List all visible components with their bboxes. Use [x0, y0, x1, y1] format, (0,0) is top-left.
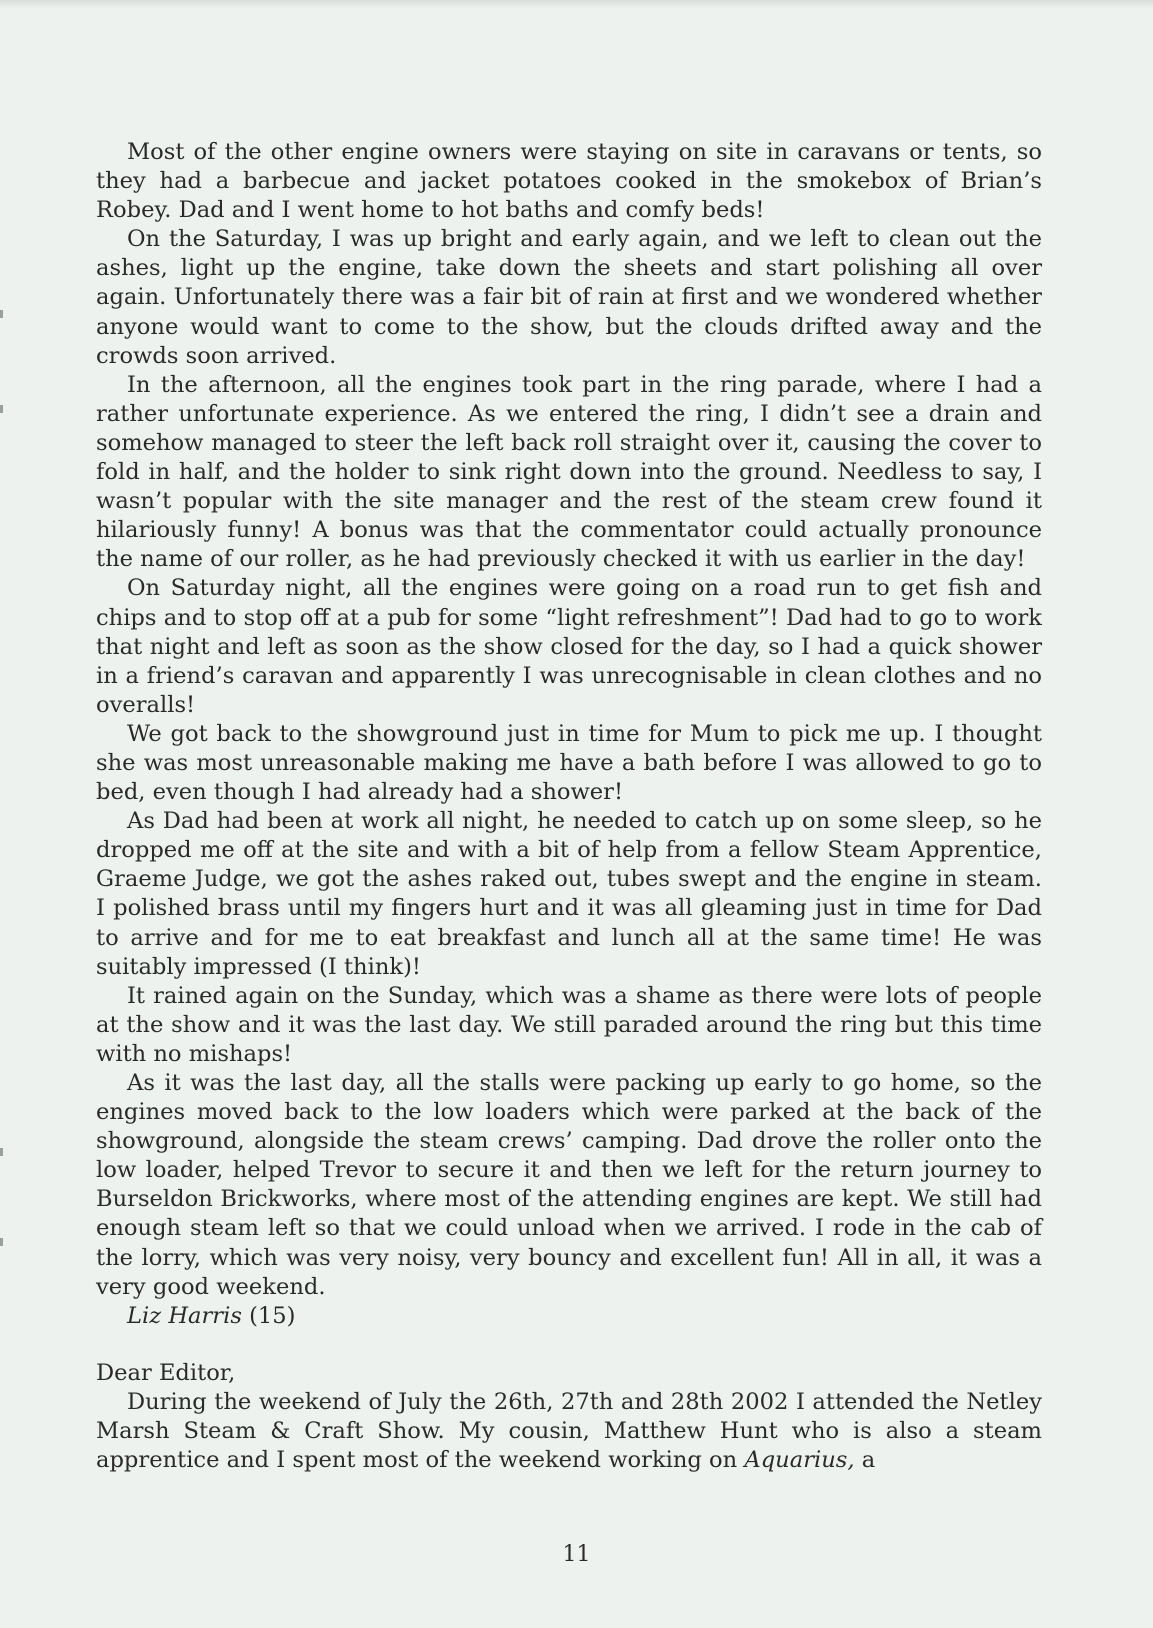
binding-mark — [0, 1148, 3, 1156]
letter-text: During the weekend of July the 26th, 27th and 28th 2002 I attended the Netley Marsh Steam & Craft Show. My cousin, Matthew Hunt who is also a steam apprentice and I spent most of the weekend working on — [96, 1388, 1042, 1474]
letter-text-tail: a — [854, 1447, 876, 1474]
paragraph: On the Saturday, I was up bright and early again, and we left to clean out the ashes, light up the engine, take down the sheets and start polishing all over again. Unfortunately there was a fair bit of rain at first and we wondered whether anyone would want to come to the show, but the clouds drifted away and the crowds soon arrived. — [96, 226, 1042, 369]
binding-mark — [0, 1238, 3, 1246]
paragraph: On Saturday night, all the engines were going on a road run to get fish and chips and to stop off at a pub for some “light refreshment”! Dad had to go to work that night and left as soon as the show closed for the day, so I had a quick shower in a friend’s caravan and apparently I was unrecognisable in clean clothes and no overalls! — [96, 575, 1042, 718]
letter-salutation: Dear Editor, — [96, 1359, 236, 1386]
binding-mark — [0, 310, 3, 318]
author-name: Liz Harris — [127, 1302, 242, 1329]
paragraph: It rained again on the Sunday, which was a shame as there were lots of people at the show and it was the last day. We still paraded around the ring but this time with no mishaps! — [96, 982, 1042, 1067]
paragraph: As it was the last day, all the stalls were packing up early to go home, so the engines moved back to the low loaders which were parked at the back of the showground, alongside the steam crews’ camping. Dad drove the roller onto the low loader, helped Trevor to secure it and then we left for the return journey to Burseldon Brickworks, where most of the attending engines are kept. We still had enough steam left so that we could unload when we arrived. I rode in the cab of the lorry, which was very noisy, very bouncy and excellent fun! All in all, it was a very good weekend. — [96, 1070, 1042, 1300]
page-top-edge — [0, 0, 1153, 8]
paragraph: In the afternoon, all the engines took part in the ring parade, where I had a rather unfortunate experience. As we entered the ring, I didn’t see a drain and somehow managed to steer the left back roll straight over it, causing the cover to fold in half, and the holder to sink right down into the ground. Needless to say, I wasn’t popular with the site manager and the rest of the steam crew found it hilariously funny! A bonus was that the commentator could actually pronounce the name of our roller, as he had previously checked it with us earlier in the day! — [96, 371, 1042, 573]
paragraph: As Dad had been at work all night, he needed to catch up on some sleep, so he dropped me off at the site and with a bit of help from a fellow Steam Apprentice, Graeme Judge, we got the ashes raked out, tubes swept and the engine in steam. I polished brass until my fingers hurt and it was all gleaming just in time for Dad to arrive and for me to eat breakfast and lunch all at the same time! He was suitably impressed (I think)! — [96, 808, 1042, 980]
author-age: (15) — [249, 1302, 296, 1329]
engine-name: Aquarius, — [744, 1447, 855, 1474]
paragraph: Most of the other engine owners were staying on site in caravans or tents, so they had a barbecue and jacket potatoes cooked in the smokebox of Brian’s Robey. Dad and I went home to hot baths and comfy beds! — [96, 139, 1042, 224]
article-body — [96, 138, 1042, 1475]
binding-mark — [0, 405, 3, 413]
letter-paragraph — [96, 1388, 1042, 1475]
page-number: 11 — [562, 1542, 591, 1567]
author-signature — [96, 1302, 1042, 1331]
paragraph: We got back to the showground just in time for Mum to pick me up. I thought she was most unreasonable making me have a bath before I was allowed to go to bed, even though I had already had a shower! — [96, 720, 1042, 806]
